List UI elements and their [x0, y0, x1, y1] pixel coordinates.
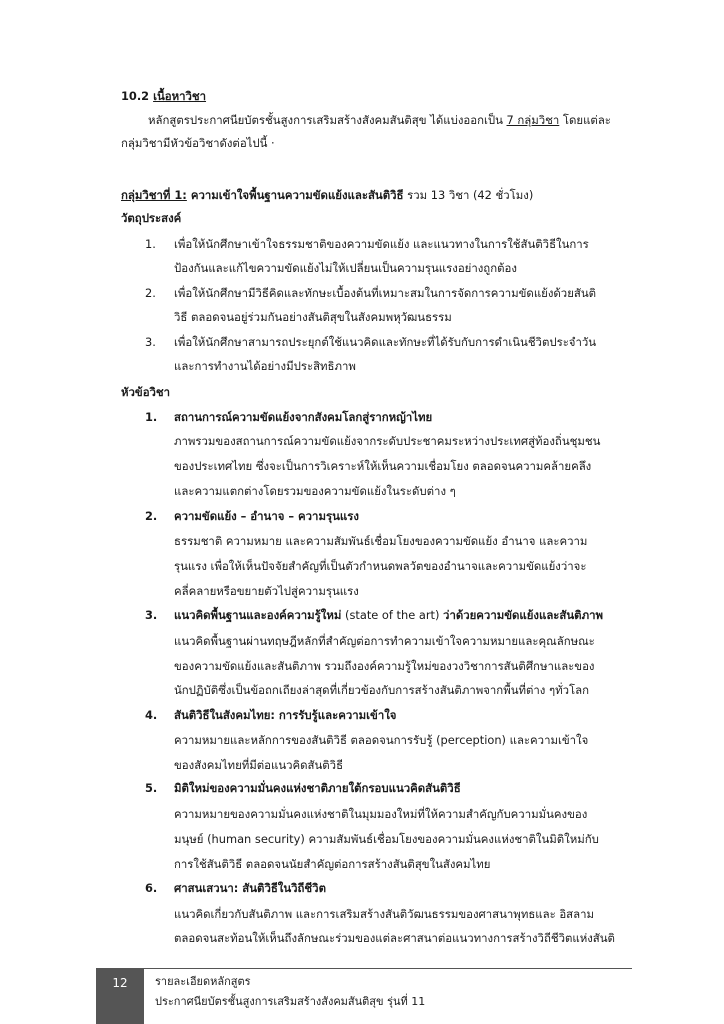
topic-title: สันติวิธีในสังคมไทย: การรับรู้และความเข้าใจ: [174, 708, 397, 722]
topic-number: 1.: [145, 410, 158, 424]
footer-line-1: รายละเอียดหลักสูตร: [155, 975, 251, 988]
topic-desc-line: ธรรมชาติ ความหมาย และความสัมพันธ์เชื่อมโยงของความขัดแย้ง อำนาจ และความ: [174, 534, 588, 548]
objective-line: เพื่อให้นักศึกษามีวิธีคิดและทักษะเบื้องต้นที่เหมาะสมในการจัดการความขัดแย้งด้วยสันติ: [174, 286, 597, 300]
objective-number: 1.: [145, 237, 156, 251]
objective-number: 2.: [145, 286, 156, 300]
topic-desc-line: นักปฏิบัติซึ่งเป็นข้อถกเถียงล่าสุดที่เกี่ยวข้องกับการสร้างสันติภาพจากพื้นที่ต่าง ๆทั่วโลก: [174, 683, 590, 697]
topic-title: สถานการณ์ความขัดแย้งจากสังคมโลกสู่รากหญ้าไทย: [174, 410, 433, 424]
topic-title: มิติใหม่ของความมั่นคงแห่งชาติภายใต้กรอบแนวคิดสันติวิธี: [174, 781, 461, 795]
footer-line-2: ประกาศนียบัตรชั้นสูงการเสริมสร้างสังคมสันติสุข รุ่นที่ 11: [155, 995, 426, 1008]
intro-text-end: โดยแต่ละ: [559, 113, 611, 127]
page-number-box: [96, 969, 144, 1024]
topic-desc-line: ของความขัดแย้งและสันติภาพ รวมถึงองค์ความรู้ใหม่ของวงวิชาการสันติศึกษาและของ: [174, 659, 595, 673]
topic-title: ศาสนเสวนา: สันติวิธีในวิถีชีวิต: [174, 881, 326, 895]
objective-number: 3.: [145, 335, 156, 349]
group-title: ความเข้าใจพื้นฐานความขัดแย้งและสันติวิธี: [186, 188, 404, 202]
topic-desc-line: ความหมายและหลักการของสันติวิธี ตลอดจนการรับรู้ (perception) และความเข้าใจ: [174, 733, 589, 747]
page-number: 12: [112, 976, 128, 990]
group-count: 7 กลุ่มวิชา: [506, 113, 560, 127]
topic-title: [174, 607, 603, 623]
topic-desc-line: คลี่คลายหรือขยายตัวไปสู่ความรุนแรง: [174, 584, 359, 598]
topic-desc-line: รุนแรง เพื่อให้เห็นปัจจัยสำคัญที่เป็นตัวกำหนดพลวัตของอำนาจและความขัดแย้งว่าจะ: [174, 559, 587, 573]
topic-number: 4.: [145, 708, 158, 722]
objective-line: เพื่อให้นักศึกษาสามารถประยุกต์ใช้แนวคิดและทักษะที่ได้รับกับการดำเนินชีวิตประจำวัน: [174, 335, 597, 349]
topic-desc-line: แนวคิดเกี่ยวกับสันติภาพ และการเสริมสร้างสันติวัฒนธรรมของศาสนาพุทธและ อิสลาม: [174, 907, 595, 921]
objective-line: และการทำงานได้อย่างมีประสิทธิภาพ: [174, 359, 356, 373]
objective-line: เพื่อให้นักศึกษาเข้าใจธรรมชาติของความขัดแย้ง และแนวทางในการใช้สันติวิธีในการ: [174, 237, 589, 251]
objectives-heading: วัตถุประสงค์: [121, 211, 182, 225]
topic-desc-line: ของสังคมไทยที่มีต่อแนวคิดสันติวิธี: [174, 758, 344, 772]
intro-line-1: [148, 112, 611, 128]
topic-desc-line: มนุษย์ (human security) ความสัมพันธ์เชื่อมโยงของความมั่นคงแห่งชาติในมิติใหม่กับ: [174, 832, 599, 846]
topic-desc-line: และความแตกต่างโดยรวมของความขัดแย้งในระดับต่าง ๆ: [174, 484, 456, 498]
topic-number: 6.: [145, 881, 158, 895]
footer-rule: [96, 968, 632, 969]
topic-number: 2.: [145, 509, 158, 523]
topics-heading: หัวข้อวิชา: [121, 385, 171, 399]
topic-title-part: ว่าด้วยความขัดแย้งและสันติภาพ: [443, 608, 603, 622]
topic-desc-line: ภาพรวมของสถานการณ์ความขัดแย้งจากระดับประชาคมระหว่างประเทศสู่ท้องถิ่นชุมชน: [174, 434, 601, 448]
objective-line: วิธี ตลอดจนอยู่ร่วมกันอย่างสันติสุขในสังคมพหุวัฒนธรรม: [174, 310, 452, 324]
intro-line-2: กลุ่มวิชามีหัวข้อวิชาดังต่อไปนี้ ·: [121, 136, 275, 150]
topic-title-english: (state of the art): [341, 608, 444, 622]
topic-desc-line: ตลอดจนสะท้อนให้เห็นถึงลักษณะร่วมของแต่ละศาสนาต่อแนวทางการสร้างวิถีชีวิตแห่งสันติ: [174, 931, 615, 945]
section-title: เนื้อหาวิชา: [153, 89, 207, 103]
topic-desc-line: ความหมายของความมั่นคงแห่งชาติในมุมมองใหม่ที่ให้ความสำคัญกับความมั่นคงของ: [174, 807, 588, 821]
topic-number: 3.: [145, 608, 158, 622]
group-header: [121, 187, 533, 203]
section-heading: [121, 88, 206, 104]
intro-text: หลักสูตรประกาศนียบัตรชั้นสูงการเสริมสร้างสังคมสันติสุข ได้แบ่งออกเป็น: [148, 113, 507, 127]
topic-desc-line: การใช้สันติวิธี ตลอดจนนัยสำคัญต่อการสร้างสันติสุขในสังคมไทย: [174, 857, 491, 871]
group-summary: รวม 13 วิชา (42 ชั่วโมง): [403, 188, 534, 202]
topic-desc-line: ของประเทศไทย ซึ่งจะเป็นการวิเคราะห์ให้เห็นความเชื่อมโยง ตลอดจนความคล้ายคลึง: [174, 459, 592, 473]
topic-title: ความขัดแย้ง – อำนาจ – ความรุนแรง: [174, 509, 359, 523]
section-number: 10.2: [121, 89, 150, 103]
group-label: กลุ่มวิชาที่ 1:: [121, 188, 187, 202]
topic-title-part: แนวคิดพื้นฐานและองค์ความรู้ใหม่: [174, 608, 342, 622]
topic-number: 5.: [145, 781, 158, 795]
objective-line: ป้องกันและแก้ไขความขัดแย้งไม่ให้เปลี่ยนเป็นความรุนแรงอย่างถูกต้อง: [174, 261, 517, 275]
topic-desc-line: แนวคิดพื้นฐานผ่านทฤษฎีหลักที่สำคัญต่อการทำความเข้าใจความหมายและคุณลักษณะ: [174, 634, 595, 648]
